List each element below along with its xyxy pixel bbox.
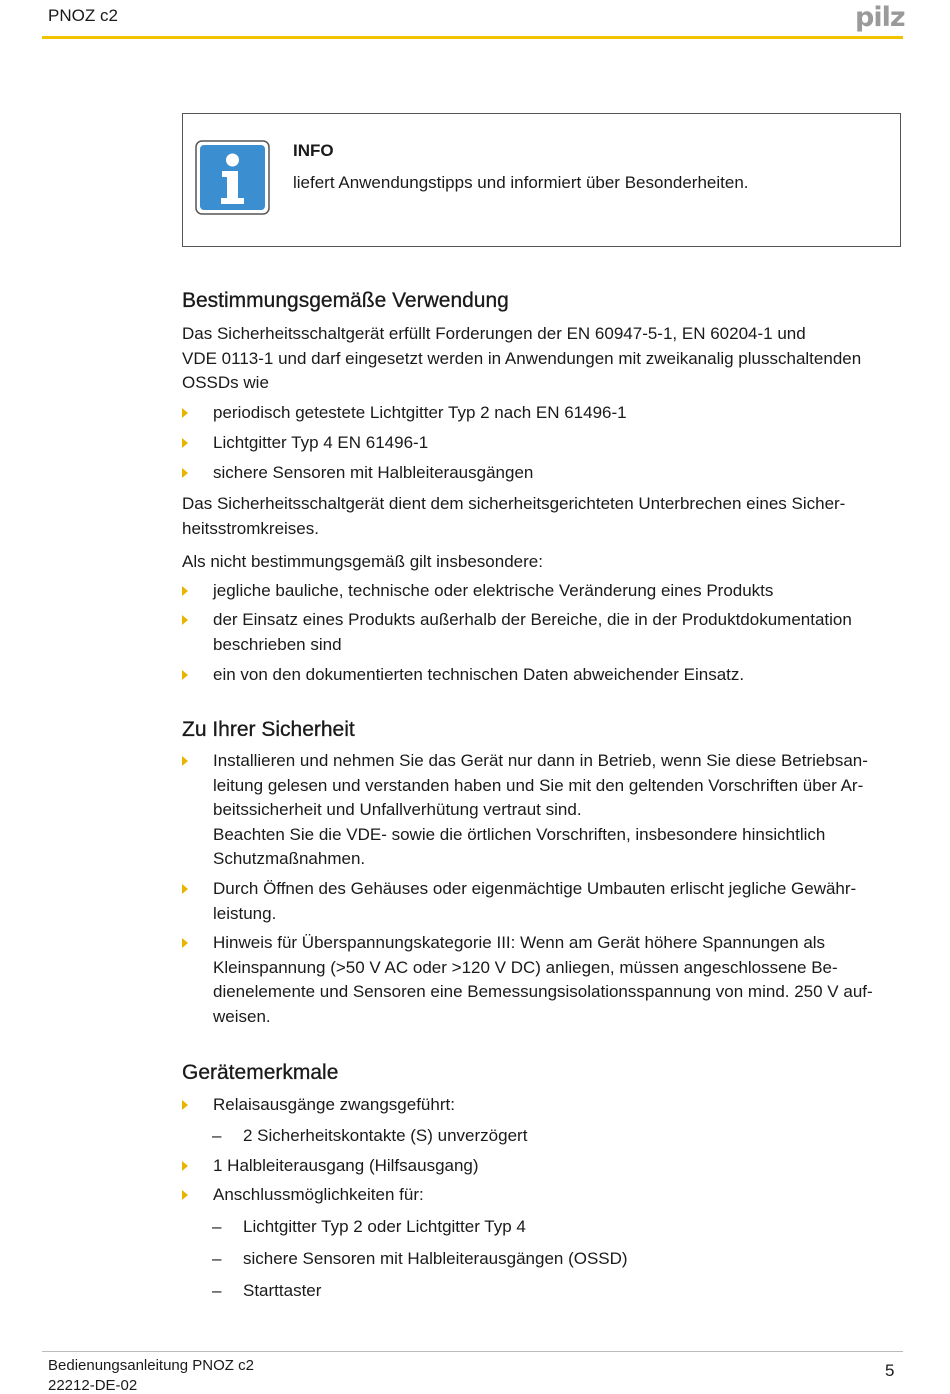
list-item-text [213, 877, 902, 926]
bullet-arrow-icon [182, 615, 188, 625]
footer-document-number: 22212-DE-02 [48, 1377, 138, 1394]
list-item-text [213, 931, 902, 1029]
dash-marker: – [212, 1126, 222, 1145]
text-line: beitssicherheit und Unfallverhütung vertraut sind. [213, 800, 582, 819]
list-item [182, 401, 902, 426]
bullet-arrow-icon [182, 438, 188, 448]
text-line: leistung. [213, 903, 277, 923]
section-heading-sicherheit: Zu Ihrer Sicherheit [182, 718, 355, 741]
list-item [182, 749, 902, 872]
sub-list-item [212, 1279, 902, 1304]
bullet-arrow-icon [182, 1190, 188, 1200]
list-item-text: Anschlussmöglichkeiten für: [213, 1185, 424, 1204]
list-item [182, 579, 902, 604]
text-line: Durch Öffnen des Gehäuses oder eigenmächtige Umbauten erlischt jegliche Gewähr- [213, 879, 857, 898]
sub-list-item-text: Lichtgitter Typ 2 oder Lichtgitter Typ 4 [243, 1217, 526, 1236]
text-line: Das Sicherheitsschaltgerät erfüllt Forderungen der EN 60947-5-1, EN 60204-1 und [182, 324, 806, 343]
verwendung-paragraph-2 [182, 492, 902, 541]
sub-list-item-text: 2 Sicherheitskontakte (S) unverzögert [243, 1126, 528, 1145]
sub-list-item [212, 1215, 902, 1240]
text-line: der Einsatz eines Produkts außerhalb der Bereiche, die in der Produktdokumentation [213, 610, 852, 629]
footer-document-title: Bedienungsanleitung PNOZ c2 [48, 1357, 254, 1374]
list-item [182, 608, 902, 657]
bullet-arrow-icon [182, 670, 188, 680]
list-item [182, 663, 902, 688]
list-item-text: ein von den dokumentierten technischen Daten abweichender Einsatz. [213, 665, 745, 684]
bullet-arrow-icon [182, 1100, 188, 1110]
info-icon [195, 140, 270, 215]
info-title: INFO [293, 141, 334, 160]
info-text: liefert Anwendungstipps und informiert über Besonderheiten. [293, 173, 749, 192]
text-line: leitung gelesen und verstanden haben und Sie mit den geltenden Vorschriften über Ar- [213, 775, 864, 795]
verwendung-intro [182, 322, 902, 396]
section-heading-verwendung: Bestimmungsgemäße Verwendung [182, 289, 509, 312]
pilz-logo: pilz [855, 2, 905, 33]
text-line: beschrieben sind [213, 634, 342, 654]
list-item-text: Lichtgitter Typ 4 EN 61496-1 [213, 433, 429, 452]
sub-list-item [212, 1124, 902, 1149]
verwendung-paragraph-3: Als nicht bestimmungsgemäß gilt insbesondere: [182, 552, 543, 571]
bullet-arrow-icon [182, 884, 188, 894]
list-item-text: jegliche bauliche, technische oder elektrische Veränderung eines Produkts [213, 581, 774, 600]
text-line: heitsstromkreises. [182, 518, 319, 538]
list-item [182, 431, 902, 456]
text-line: OSSDs wie [182, 373, 269, 392]
header-title: PNOZ c2 [48, 6, 118, 25]
list-item [182, 877, 902, 926]
list-item [182, 1183, 902, 1208]
bullet-arrow-icon [182, 756, 188, 766]
text-line: Beachten Sie die VDE- sowie die örtlichen Vorschriften, insbesondere hinsichtlich [213, 824, 826, 844]
section-heading-merkmale: Gerätemerkmale [182, 1061, 339, 1084]
list-item [182, 461, 902, 486]
text-line: VDE 0113-1 und darf eingesetzt werden in Anwendungen mit zweikanalig plusschaltenden [182, 348, 862, 368]
bullet-arrow-icon [182, 586, 188, 596]
list-item-text [213, 749, 902, 872]
bullet-arrow-icon [182, 408, 188, 418]
dash-marker: – [212, 1249, 222, 1268]
list-item-text [213, 608, 902, 657]
text-line: weisen. [213, 1006, 271, 1026]
footer-rule [42, 1351, 903, 1352]
bullet-arrow-icon [182, 938, 188, 948]
dash-marker: – [212, 1281, 222, 1300]
list-item-text: Relaisausgänge zwangsgeführt: [213, 1095, 455, 1114]
text-line: Kleinspannung (>50 V AC oder >120 V DC) anliegen, müssen angeschlossene Be- [213, 957, 838, 977]
text-line: Hinweis für Überspannungskategorie III: Wenn am Gerät höhere Spannungen als [213, 933, 826, 952]
page-number: 5 [885, 1361, 895, 1380]
text-line: Installieren und nehmen Sie das Gerät nur dann in Betrieb, wenn Sie diese Betriebsan- [213, 751, 868, 770]
text-line: Schutzmaßnahmen. [213, 849, 366, 868]
sub-list-item [212, 1247, 902, 1272]
list-item-text: 1 Halbleiterausgang (Hilfsausgang) [213, 1156, 479, 1175]
dash-marker: – [212, 1217, 222, 1236]
text-line: Das Sicherheitsschaltgerät dient dem sicherheitsgerichteten Unterbrechen eines Sicher- [182, 494, 846, 513]
sub-list-item-text: sichere Sensoren mit Halbleiterausgängen (OSSD) [243, 1249, 628, 1268]
bullet-arrow-icon [182, 468, 188, 478]
text-line: dienelemente und Sensoren eine Bemessungsisolationsspannung von mind. 250 V auf- [213, 982, 873, 1001]
sub-list-item-text: Starttaster [243, 1281, 322, 1300]
list-item-text: periodisch getestete Lichtgitter Typ 2 nach EN 61496-1 [213, 403, 627, 422]
list-item [182, 1154, 902, 1179]
bullet-arrow-icon [182, 1161, 188, 1171]
list-item-text: sichere Sensoren mit Halbleiterausgängen [213, 463, 534, 482]
header-rule [42, 36, 903, 39]
list-item [182, 1093, 902, 1118]
list-item [182, 931, 902, 1029]
